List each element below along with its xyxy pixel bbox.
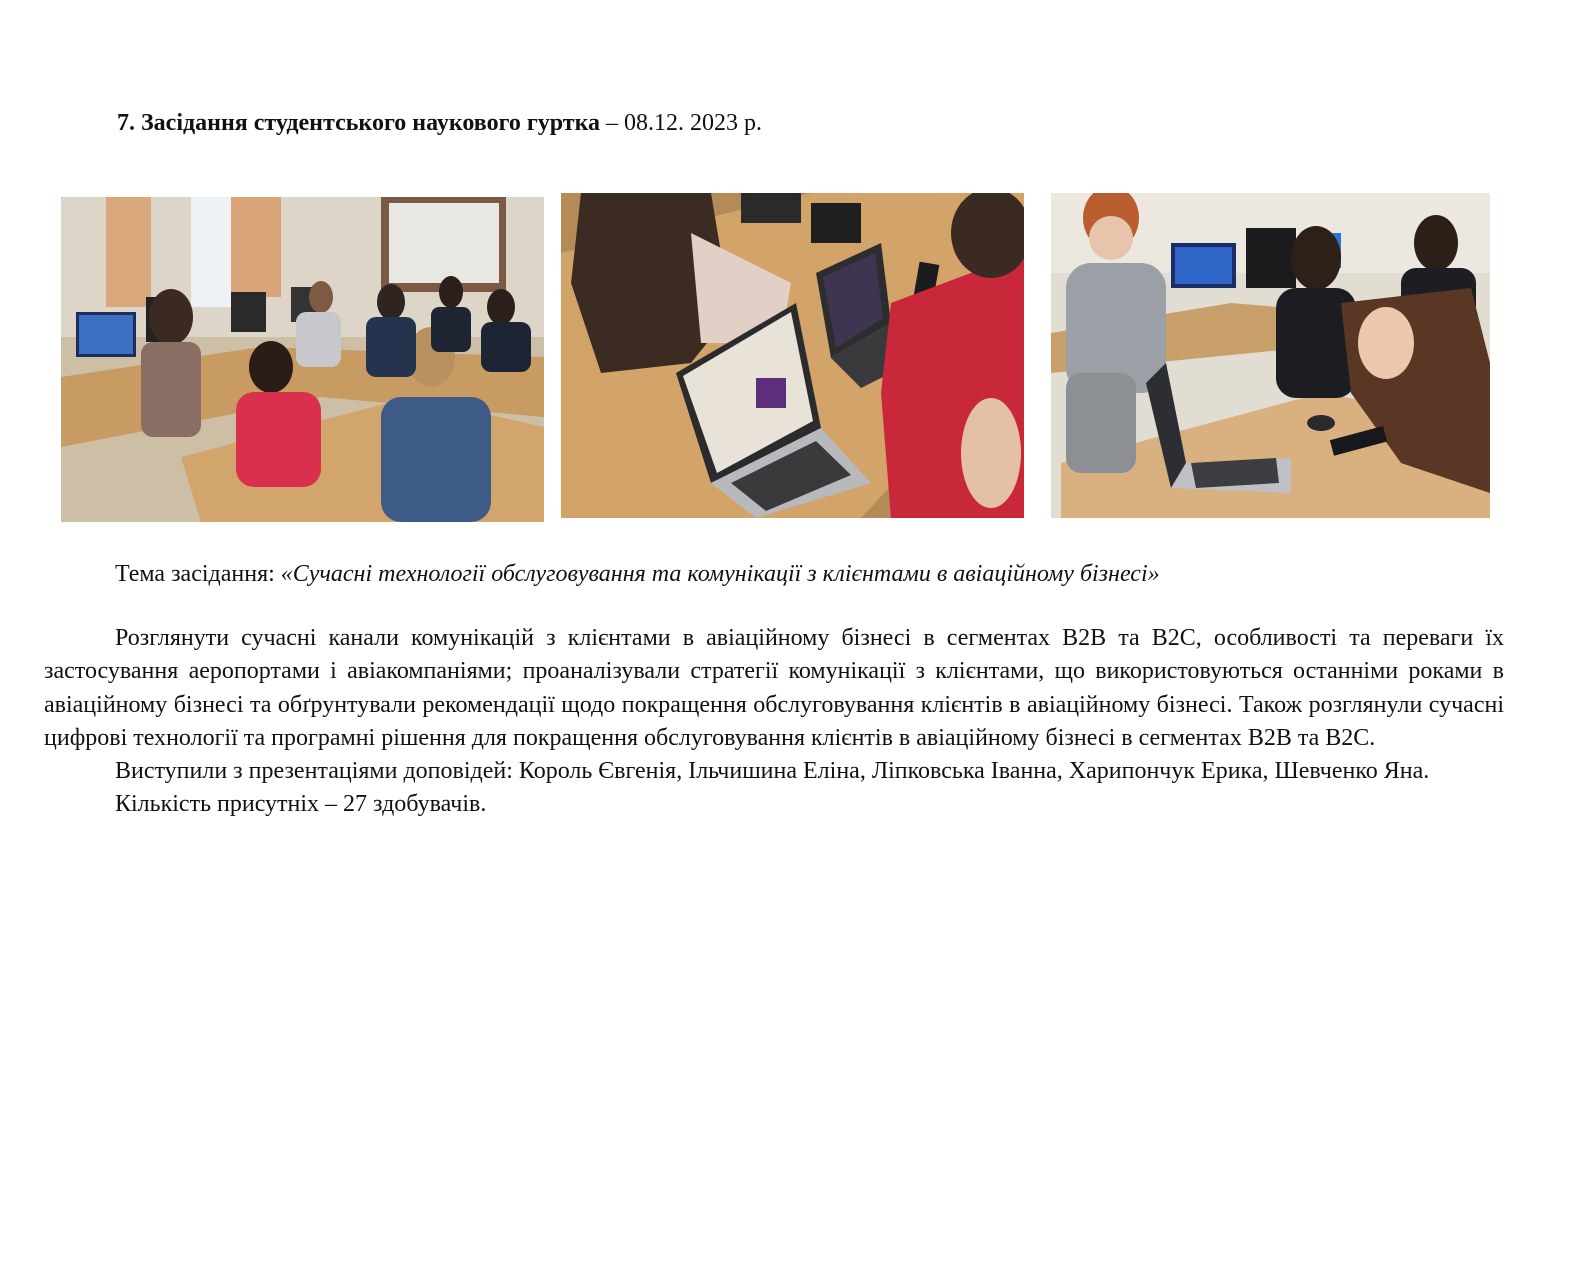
photo-laptops-presentation <box>561 193 1024 518</box>
heading-title: 7. Засідання студентського наукового гуртка <box>117 110 601 136</box>
photo-students-laptop <box>1051 193 1490 518</box>
topic-title: «Сучасні технології обслуговування та комунікації з клієнтами в авіаційному бізнесі» <box>280 561 1160 587</box>
heading-date: – 08.12. 2023 р. <box>600 110 763 136</box>
paragraph-speakers: Виступили з презентаціями доповідей: Король Євгенія, Ільчишина Еліна, Ліпковська Іванна, Харипончук Ерика, Шевченко Яна. <box>115 758 1430 785</box>
paragraph-summary: Розглянути сучасні канали комунікацій з клієнтами в авіаційному бізнесі в сегментах В2В та В2С, особливості та переваги їх застосування аеропортами і авіакомпаніями; проаналізували стратегії комунікації з клієнтами, що використовуються останніми роками в авіаційному бізнесі та обґрунтували рекомендації щодо покращення обслуговування клієнтів в авіаційному бізнесі. Також розглянули сучасні цифрові технології та програмні рішення для покращення обслуговування клієнтів в авіаційному бізнесі в сегментах В2В та В2С. <box>44 625 1504 751</box>
meeting-description <box>44 622 1504 822</box>
meeting-topic <box>115 561 1160 588</box>
topic-label: Тема засідання: <box>115 561 281 587</box>
photo-classroom-computers <box>61 197 544 522</box>
paragraph-attendance: Кількість присутніх – 27 здобувачів. <box>115 791 487 818</box>
section-heading <box>117 110 762 137</box>
